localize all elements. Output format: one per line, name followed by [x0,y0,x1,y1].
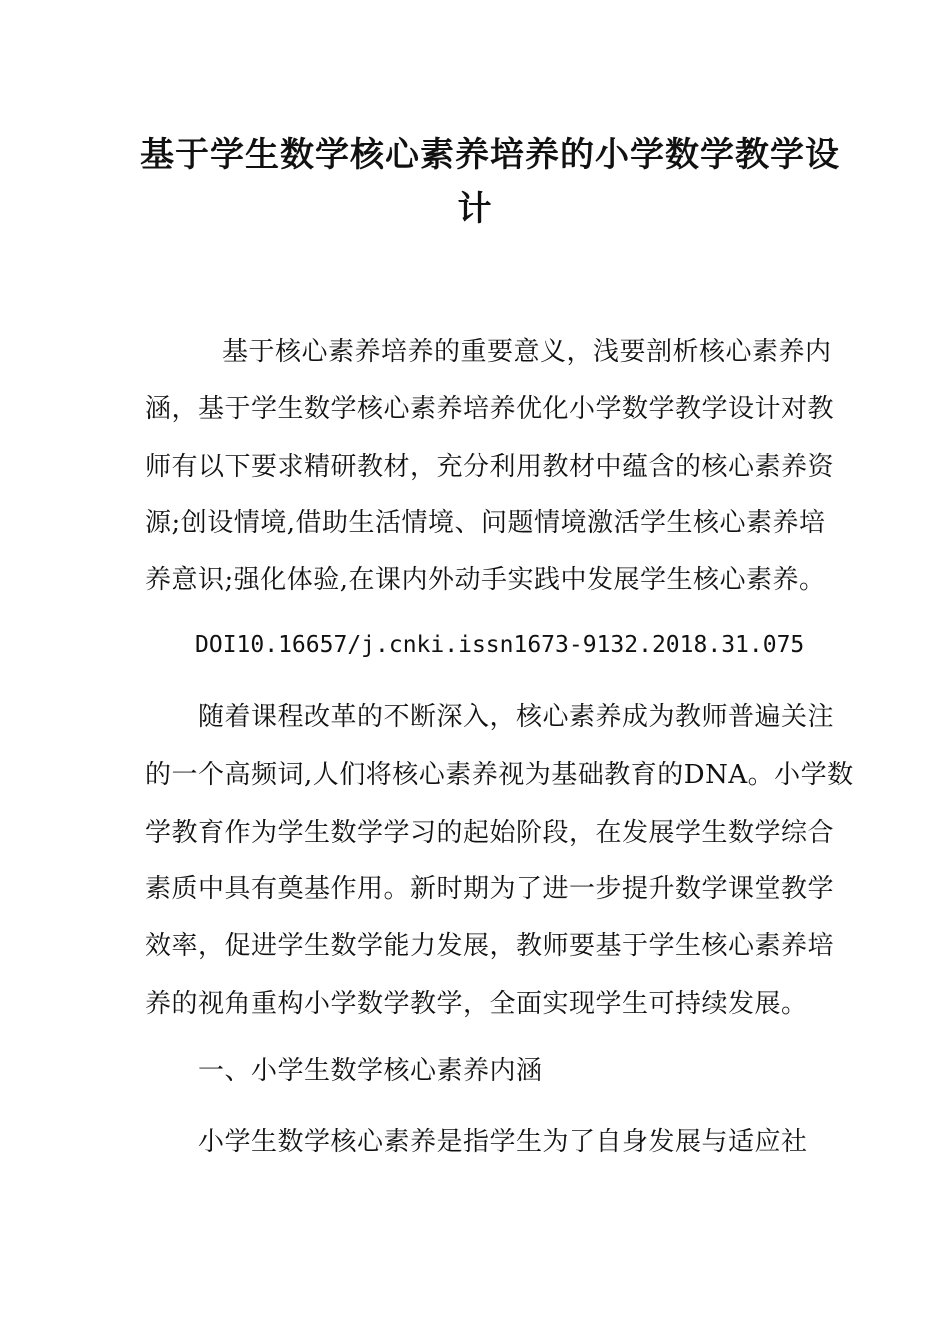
intro-line-1: 随着课程改革的不断深入，核心素养成为教师普遍关注 [198,702,835,732]
section-heading: 一、小学生数学核心素养内涵 [198,1056,543,1086]
abstract-line-2: 涵，基于学生数学核心素养培养优化小学数学教学设计对教 [145,394,835,424]
intro-line-5: 效率，促进学生数学能力发展，教师要基于学生核心素养培 [145,931,835,961]
intro-line-3: 学教育作为学生数学学习的起始阶段，在发展学生数学综合 [145,818,835,848]
document-title-line-1: 基于学生数学核心素养培养的小学数学教学设 [140,135,840,175]
document-title-line-2: 计 [457,189,493,229]
abstract-line-1: 基于核心素养培养的重要意义，浅要剖析核心素养内 [222,337,832,367]
abstract-line-5: 养意识;强化体验,在课内外动手实践中发展学生核心素养。 [145,565,826,595]
intro-line-4: 素质中具有奠基作用。新时期为了进一步提升数学课堂教学 [145,874,835,904]
section-paragraph-line-1: 小学生数学核心素养是指学生为了自身发展与适应社 [198,1127,808,1157]
abstract-line-4: 源;创设情境,借助生活情境、问题情境激活学生核心素养培 [145,508,826,538]
intro-line-2: 的一个高频词,人们将核心素养视为基础教育的DNA。小学数 [145,760,854,790]
intro-line-6: 养的视角重构小学数学教学，全面实现学生可持续发展。 [145,989,808,1019]
abstract-line-3: 师有以下要求精研教材，充分利用教材中蕴含的核心素养资 [145,452,835,482]
doi-line: DOI10.16657/j.cnki.issn1673-9132.2018.31.075 [195,632,805,658]
